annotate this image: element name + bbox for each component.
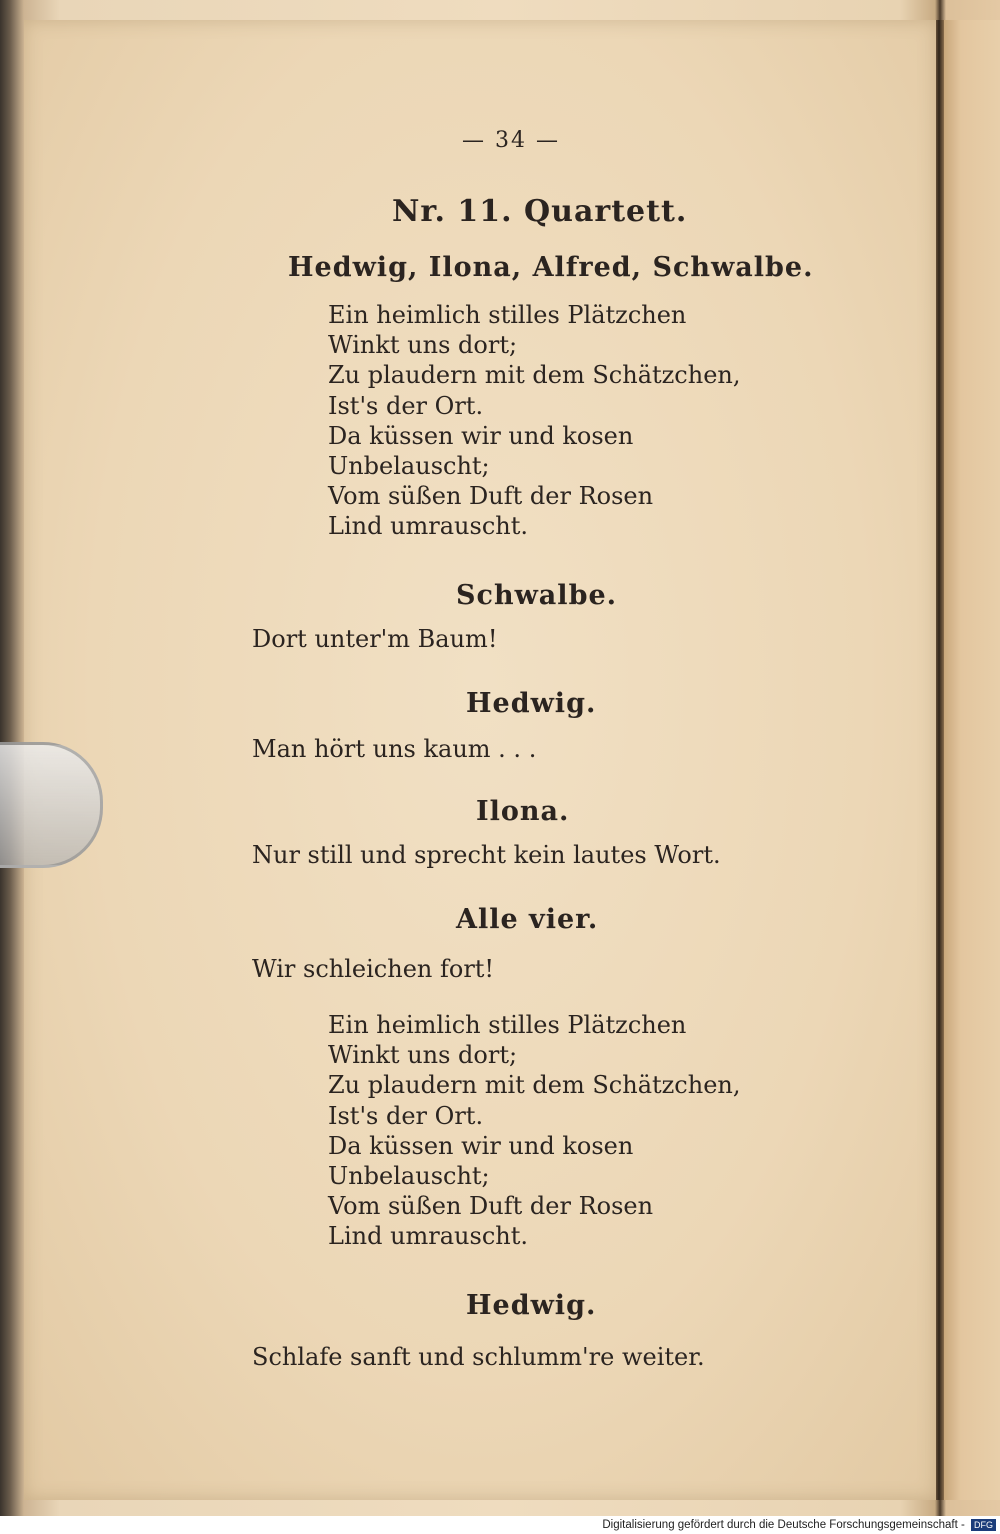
verse-line: Vom süßen Duft der Rosen	[328, 482, 654, 511]
speaker-heading: Alle vier.	[456, 904, 599, 935]
verse-line: Vom süßen Duft der Rosen	[328, 1192, 654, 1221]
footer-text: Digitalisierung gefördert durch die Deutsche Forschungsgemeinschaft -	[602, 1519, 965, 1531]
dialogue-line: Dort unter'm Baum!	[252, 625, 498, 653]
verse-line: Ist's der Ort.	[328, 1101, 484, 1130]
digitization-footer	[600, 1516, 1000, 1534]
verse-line: Lind umrauscht.	[328, 1222, 529, 1251]
speaker-heading: Schwalbe.	[456, 580, 618, 611]
verse-line: Ist's der Ort.	[328, 391, 484, 420]
verse-line: Ein heimlich stilles Plätzchen	[328, 1011, 687, 1039]
speaker-heading: Hedwig, Ilona, Alfred, Schwalbe.	[288, 252, 814, 283]
verse-line: Zu plaudern mit dem Schätzchen,	[328, 361, 741, 390]
verse-line: Ein heimlich stilles Plätzchen	[328, 301, 687, 329]
dialogue-line: Wir schleichen fort!	[252, 955, 495, 983]
section-title: Nr. 11. Quartett.	[392, 194, 688, 229]
dialogue-line: Nur still und sprecht kein lautes Wort.	[252, 841, 721, 869]
verse-block	[328, 1010, 740, 1252]
verse-line: Unbelauscht;	[328, 451, 490, 480]
speaker-heading: Ilona.	[476, 796, 570, 827]
verse-line: Da küssen wir und kosen	[328, 421, 634, 450]
verse-line: Lind umrauscht.	[328, 512, 529, 541]
verse-line: Winkt uns dort;	[328, 1041, 518, 1070]
verse-line: Da küssen wir und kosen	[328, 1131, 634, 1160]
verse-line: Unbelauscht;	[328, 1161, 490, 1190]
speaker-heading: Hedwig.	[466, 1290, 597, 1321]
verse-line: Zu plaudern mit dem Schätzchen,	[328, 1071, 741, 1100]
dialogue-line: Schlafe sanft und schlumm're weiter.	[252, 1343, 705, 1371]
verse-block	[328, 300, 740, 542]
page-number: — 34 —	[462, 128, 560, 153]
dialogue-line: Man hört uns kaum . . .	[252, 735, 537, 763]
facing-page-edge	[944, 20, 1000, 1500]
speaker-heading: Hedwig.	[466, 688, 597, 719]
dfg-logo: DFG	[971, 1519, 996, 1531]
verse-line: Winkt uns dort;	[328, 331, 518, 360]
